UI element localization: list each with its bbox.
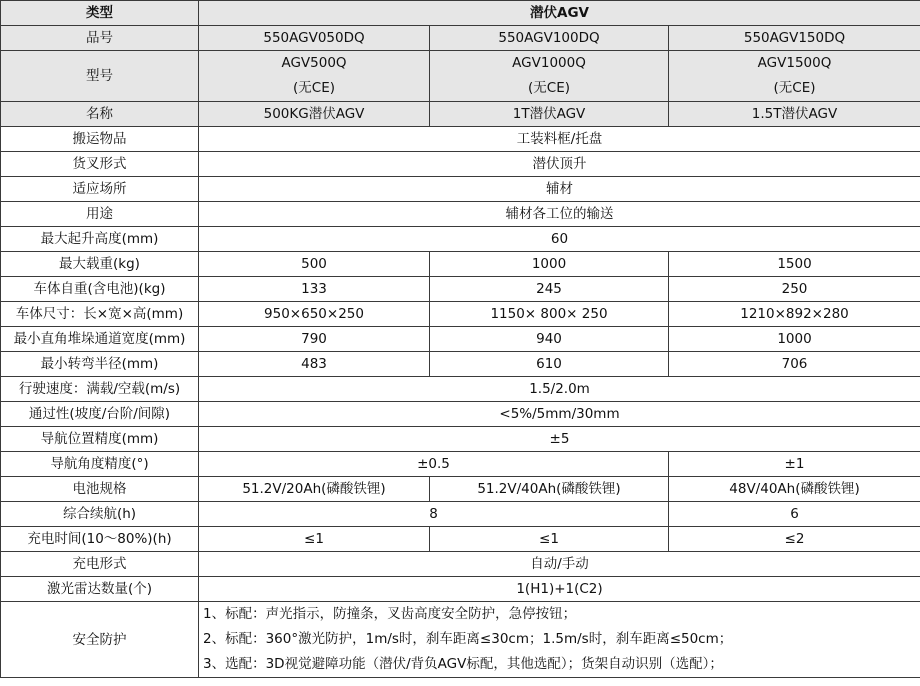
row-speed [1, 377, 920, 402]
fork-value: 潜伏顶升 [199, 152, 920, 177]
row-site [1, 177, 920, 202]
site-label: 适应场所 [1, 177, 199, 202]
speed-label: 行驶速度：满载/空载(m/s) [1, 377, 199, 402]
charge-mode-label: 充电形式 [1, 552, 199, 577]
row-use [1, 202, 920, 227]
charge-time-3: ≤2 [669, 527, 920, 552]
lidar-label: 激光雷达数量(个) [1, 577, 199, 602]
pass-label: 通过性(坡度/台阶/间隙) [1, 402, 199, 427]
pass-value: <5%/5mm/30mm [199, 402, 920, 427]
fork-label: 货叉形式 [1, 152, 199, 177]
load-2: 1000 [430, 252, 669, 277]
row-navang [1, 452, 920, 477]
radius-3: 706 [669, 352, 920, 377]
load-label: 最大载重(kg) [1, 252, 199, 277]
weight-3: 250 [669, 277, 920, 302]
navpos-value: ±5 [199, 427, 920, 452]
size-label: 车体尺寸：长×宽×高(mm) [1, 302, 199, 327]
carry-value: 工装料框/托盘 [199, 127, 920, 152]
row-navpos [1, 427, 920, 452]
type-label: 类型 [1, 1, 199, 26]
carry-label: 搬运物品 [1, 127, 199, 152]
lift-value: 60 [199, 227, 920, 252]
safety-line-1: 1、标配：声光指示，防撞条，叉齿高度安全防护，急停按钮； [203, 606, 577, 622]
model-1 [199, 51, 430, 102]
weight-1: 133 [199, 277, 430, 302]
battery-2: 51.2V/40Ah(磷酸铁锂) [430, 477, 669, 502]
navang-label: 导航角度精度(°) [1, 452, 199, 477]
product-code-2: 550AGV100DQ [430, 26, 669, 51]
row-safety [1, 602, 920, 678]
name-1: 500KG潜伏AGV [199, 102, 430, 127]
size-1: 950×650×250 [199, 302, 430, 327]
row-size [1, 302, 920, 327]
model-1-line2: (无CE) [293, 80, 335, 96]
row-endurance [1, 502, 920, 527]
name-label: 名称 [1, 102, 199, 127]
charge-time-2: ≤1 [430, 527, 669, 552]
row-radius [1, 352, 920, 377]
product-code-label: 品号 [1, 26, 199, 51]
lift-label: 最大起升高度(mm) [1, 227, 199, 252]
model-3-line2: (无CE) [773, 80, 816, 96]
size-3: 1210×892×280 [669, 302, 920, 327]
safety-line-2: 2、标配：360°激光防护，1m/s时，刹车距离≤30cm；1.5m/s时，刹车距离≤50cm； [203, 631, 733, 647]
charge-time-label: 充电时间(10～80%)(h) [1, 527, 199, 552]
row-type [1, 1, 920, 26]
safety-value [199, 602, 920, 678]
safety-label: 安全防护 [1, 602, 199, 678]
size-2: 1150× 800× 250 [430, 302, 669, 327]
navang-c: ±1 [669, 452, 920, 477]
row-battery [1, 477, 920, 502]
radius-1: 483 [199, 352, 430, 377]
name-2: 1T潜伏AGV [430, 102, 669, 127]
aisle-1: 790 [199, 327, 430, 352]
use-value: 辅材各工位的输送 [199, 202, 920, 227]
speed-value: 1.5/2.0m [199, 377, 920, 402]
row-product-code [1, 26, 920, 51]
row-lidar [1, 577, 920, 602]
row-aisle [1, 327, 920, 352]
aisle-2: 940 [430, 327, 669, 352]
radius-label: 最小转弯半径(mm) [1, 352, 199, 377]
model-1-line1: AGV500Q [281, 55, 347, 71]
model-2-line2: (无CE) [528, 80, 570, 96]
load-1: 500 [199, 252, 430, 277]
battery-3: 48V/40Ah(磷酸铁锂) [669, 477, 920, 502]
row-name [1, 102, 920, 127]
row-lift [1, 227, 920, 252]
site-value: 辅材 [199, 177, 920, 202]
endurance-c: 6 [669, 502, 920, 527]
row-model [1, 51, 920, 102]
model-label: 型号 [1, 51, 199, 102]
row-load [1, 252, 920, 277]
row-carry [1, 127, 920, 152]
battery-label: 电池规格 [1, 477, 199, 502]
model-3-line1: AGV1500Q [757, 55, 832, 71]
load-3: 1500 [669, 252, 920, 277]
endurance-ab: 8 [199, 502, 669, 527]
weight-2: 245 [430, 277, 669, 302]
product-code-3: 550AGV150DQ [669, 26, 920, 51]
row-pass [1, 402, 920, 427]
name-3: 1.5T潜伏AGV [669, 102, 920, 127]
battery-1: 51.2V/20Ah(磷酸铁锂) [199, 477, 430, 502]
row-charge-time [1, 527, 920, 552]
charge-time-1: ≤1 [199, 527, 430, 552]
radius-2: 610 [430, 352, 669, 377]
row-weight [1, 277, 920, 302]
row-charge-mode [1, 552, 920, 577]
weight-label: 车体自重(含电池)(kg) [1, 277, 199, 302]
aisle-label: 最小直角堆垛通道宽度(mm) [1, 327, 199, 352]
charge-mode-value: 自动/手动 [199, 552, 920, 577]
model-2-line1: AGV1000Q [512, 55, 586, 71]
row-fork [1, 152, 920, 177]
navpos-label: 导航位置精度(mm) [1, 427, 199, 452]
use-label: 用途 [1, 202, 199, 227]
endurance-label: 综合续航(h) [1, 502, 199, 527]
aisle-3: 1000 [669, 327, 920, 352]
model-2 [430, 51, 669, 102]
safety-line-3: 3、选配：3D视觉避障功能（潜伏/背负AGV标配，其他选配）；货架自动识别（选配）； [203, 656, 723, 672]
lidar-value: 1(H1)+1(C2) [199, 577, 920, 602]
product-code-1: 550AGV050DQ [199, 26, 430, 51]
type-value: 潜伏AGV [199, 1, 920, 26]
navang-ab: ±0.5 [199, 452, 669, 477]
model-3 [669, 51, 920, 102]
